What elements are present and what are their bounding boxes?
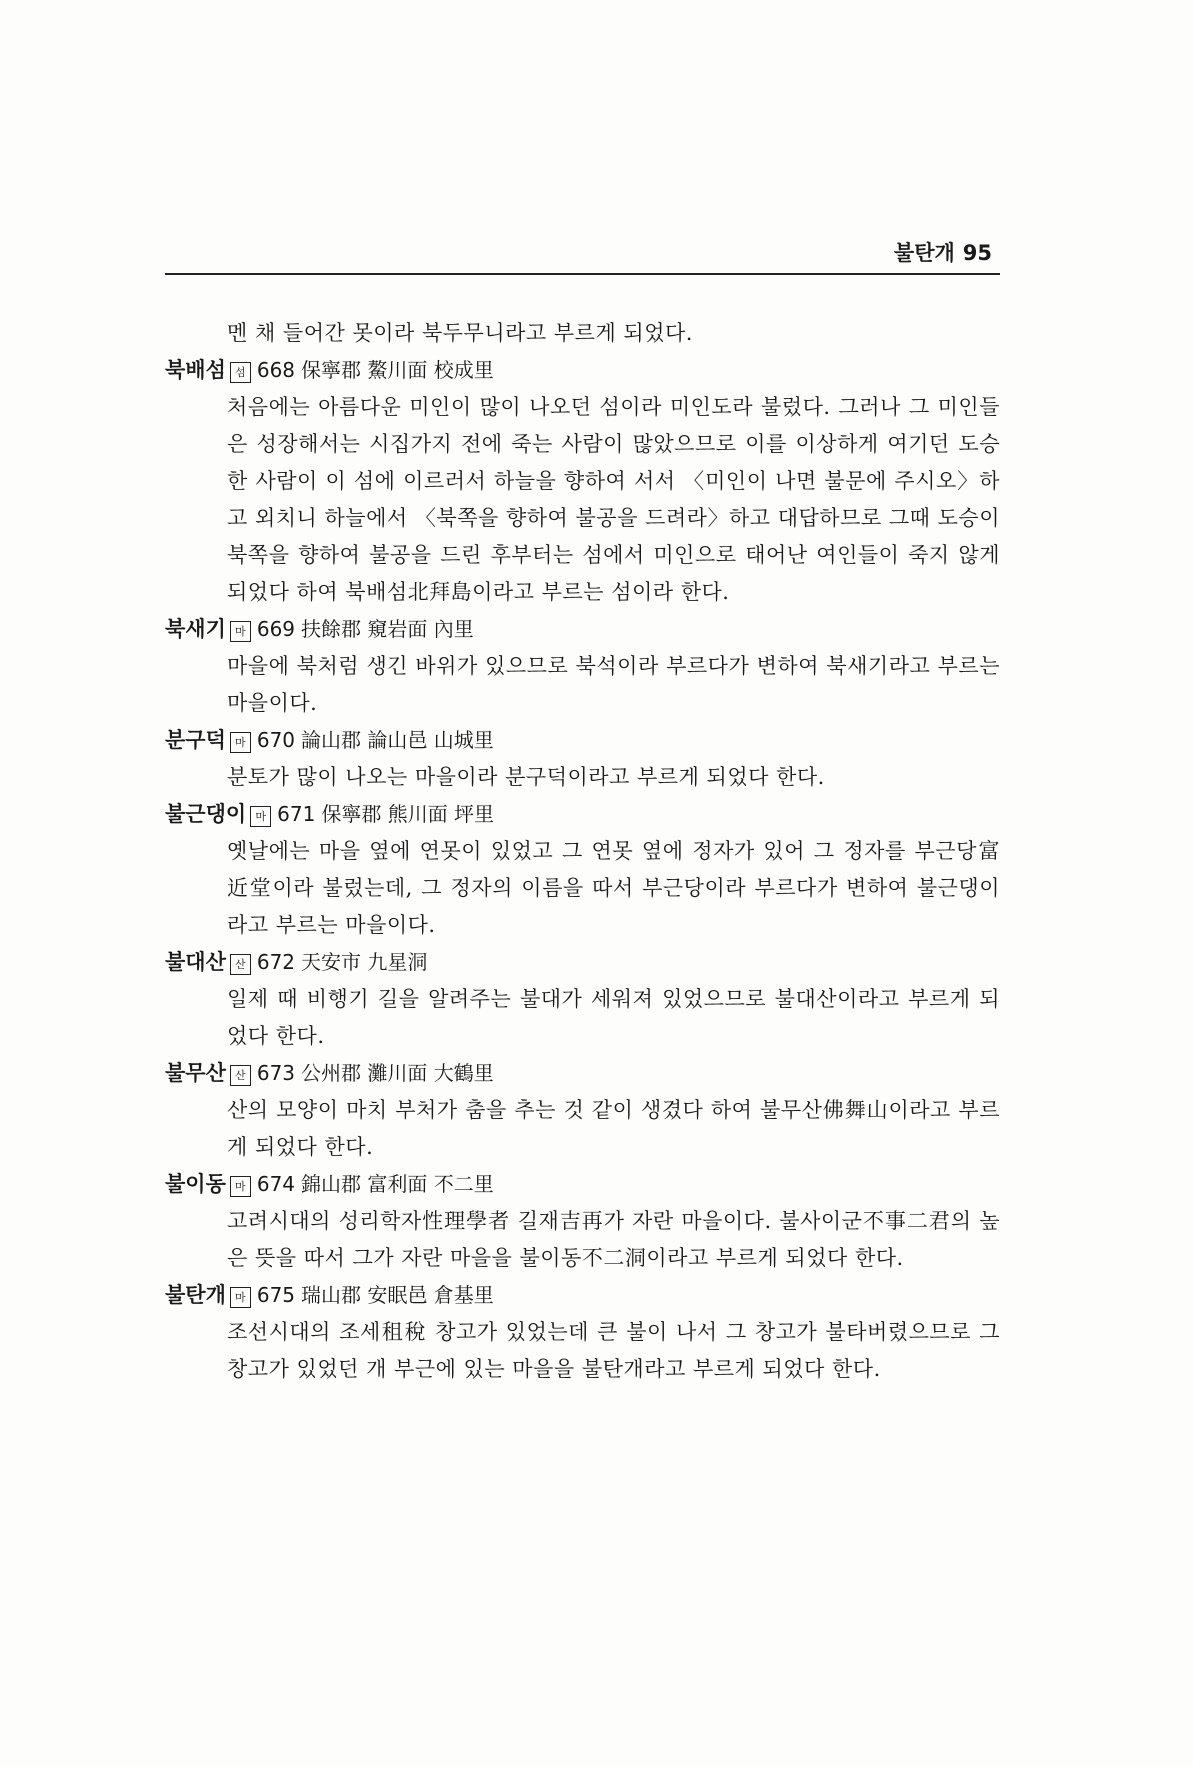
entry-title: 북새기 bbox=[165, 617, 226, 641]
entry-text: 옛날에는 마을 옆에 연못이 있었고 그 연못 옆에 정자가 있어 그 정자를 부근당富近堂이라 불렀는데, 그 정자의 이름을 따서 부근당이라 부르다가 변하여 불근댕이라고 부르는 마을이다. bbox=[227, 839, 1000, 937]
entry-title: 불이동 bbox=[165, 1172, 226, 1196]
entry-669 bbox=[165, 611, 1000, 722]
entry-title: 불무산 bbox=[165, 1061, 226, 1085]
entry-heading bbox=[165, 796, 1000, 833]
entry-type-box: 마 bbox=[230, 621, 251, 642]
running-header bbox=[165, 233, 1000, 275]
entry-heading bbox=[165, 1277, 1000, 1314]
entry-number: 669 bbox=[256, 617, 296, 641]
entry-671 bbox=[165, 796, 1000, 944]
entry-672 bbox=[165, 944, 1000, 1055]
entry-location: 保寧郡 鰲川面 校成里 bbox=[301, 358, 494, 382]
entry-number: 668 bbox=[256, 358, 296, 382]
entry-type-box: 마 bbox=[230, 1176, 251, 1197]
entry-type-box: 마 bbox=[250, 806, 271, 827]
entry-text: 처음에는 아름다운 미인이 많이 나오던 섬이라 미인도라 불렀다. 그러나 그 미인들은 성장해서는 시집가지 전에 죽는 사람이 많았으므로 이를 이상하게 여기던 도승 한 사람이 이 섬에 이르러서 하늘을 향하여 서서 〈미인이 나면 불문에 주시오〉하고 외치니 하늘에서 〈북쪽을 향하여 불공을 드려라〉하고 대답하므로 그때 도승이 북쪽을 향하여 불공을 드린 후부터는 섬에서 미인으로 태어난 여인들이 죽지 않게 되었다 하여 북배섬北拜島이라고 부르는 섬이라 한다. bbox=[227, 395, 1000, 604]
header-text bbox=[894, 237, 992, 267]
entry-title: 분구덕 bbox=[165, 728, 226, 752]
entry-heading bbox=[165, 1055, 1000, 1092]
entry-heading bbox=[165, 611, 1000, 648]
entry-number: 671 bbox=[277, 802, 316, 826]
entry-text: 분토가 많이 나오는 마을이라 분구덕이라고 부르게 되었다 한다. bbox=[227, 765, 825, 789]
entry-heading bbox=[165, 1166, 1000, 1203]
entry-number: 672 bbox=[256, 950, 296, 974]
entry-type-box: 마 bbox=[230, 1287, 251, 1308]
page-body bbox=[165, 315, 1000, 1388]
entry-title: 불근댕이 bbox=[165, 802, 247, 826]
entry-670 bbox=[165, 722, 1000, 796]
entry-number: 675 bbox=[256, 1283, 296, 1307]
entry-heading bbox=[165, 722, 1000, 759]
entry-674 bbox=[165, 1166, 1000, 1277]
entry-number: 673 bbox=[256, 1061, 296, 1085]
entry-675 bbox=[165, 1277, 1000, 1388]
entry-type-box: 산 bbox=[230, 954, 251, 975]
entry-type-box: 마 bbox=[230, 732, 251, 753]
entry-location: 論山郡 論山邑 山城里 bbox=[301, 728, 494, 752]
entry-location: 扶餘郡 窺岩面 內里 bbox=[301, 617, 474, 641]
entry-location: 瑞山郡 安眠邑 倉基里 bbox=[301, 1283, 494, 1307]
intro-paragraph: 멘 채 들어간 못이라 북두무니라고 부르게 되었다. bbox=[227, 321, 693, 345]
entry-text: 산의 모양이 마치 부처가 춤을 추는 것 같이 생겼다 하여 불무산佛舞山이라고 부르게 되었다 한다. bbox=[227, 1098, 1000, 1159]
entry-heading bbox=[165, 352, 1000, 389]
entry-location: 保寧郡 熊川面 坪里 bbox=[321, 802, 495, 826]
entry-heading bbox=[165, 944, 1000, 981]
entry-location: 公州郡 灘川面 大鶴里 bbox=[301, 1061, 494, 1085]
entry-673 bbox=[165, 1055, 1000, 1166]
entry-location: 天安市 九星洞 bbox=[301, 950, 428, 974]
entry-text: 조선시대의 조세租稅 창고가 있었는데 큰 불이 나서 그 창고가 불타버렸으므로 그 창고가 있었던 개 부근에 있는 마을을 불탄개라고 부르게 되었다 한다. bbox=[227, 1320, 1000, 1381]
page-number: 95 bbox=[962, 241, 992, 265]
entry-text: 고려시대의 성리학자性理學者 길재吉再가 자란 마을이다. 불사이군不事二君의 높은 뜻을 따서 그가 자란 마을을 불이동不二洞이라고 부르게 되었다 한다. bbox=[227, 1209, 1000, 1270]
entry-location: 錦山郡 富利面 不二里 bbox=[301, 1172, 494, 1196]
header-title: 불탄개 bbox=[893, 241, 955, 265]
entry-number: 674 bbox=[256, 1172, 296, 1196]
entry-type-box: 섬 bbox=[230, 362, 251, 383]
entry-text: 마을에 북처럼 생긴 바위가 있으므로 북석이라 부르다가 변하여 북새기라고 부르는 마을이다. bbox=[227, 654, 1000, 715]
entry-668 bbox=[165, 352, 1000, 611]
entry-text: 일제 때 비행기 길을 알려주는 불대가 세워져 있었으므로 불대산이라고 부르게 되었다 한다. bbox=[227, 987, 1000, 1048]
entry-number: 670 bbox=[256, 728, 296, 752]
entry-title: 불탄개 bbox=[165, 1283, 226, 1307]
entry-title: 북배섬 bbox=[165, 358, 226, 382]
entry-title: 불대산 bbox=[165, 950, 226, 974]
entry-type-box: 산 bbox=[230, 1065, 251, 1086]
